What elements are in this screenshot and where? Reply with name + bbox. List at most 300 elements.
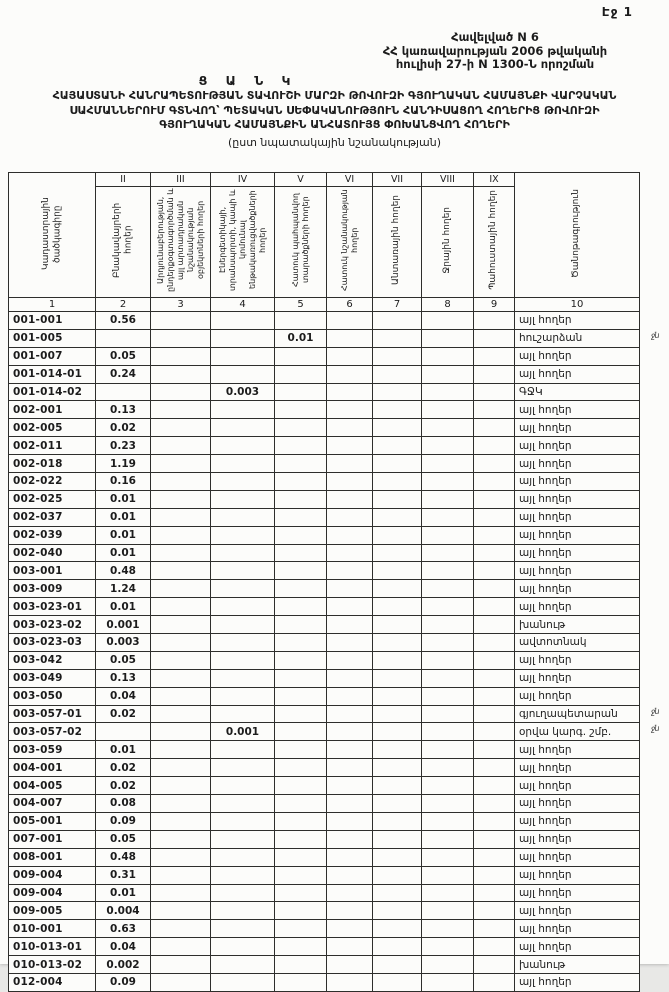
area-value-cell-col9 [474, 508, 515, 526]
area-value-cell-col4 [211, 490, 275, 508]
cadastral-code-cell: 002-039 [9, 526, 96, 544]
area-value-cell-col8 [422, 455, 474, 473]
area-value-cell-col3 [151, 651, 211, 669]
area-value-cell-col7 [373, 723, 422, 741]
area-value-cell-col7 [373, 455, 422, 473]
area-value-cell-col8 [422, 651, 474, 669]
header-roman-VIII: VIII [422, 173, 474, 187]
note-cell: այլ հողեր [515, 973, 640, 991]
area-value-cell-col3 [151, 616, 211, 634]
note-cell: հուշարձան ջն [515, 329, 640, 347]
note-cell: այլ հողեր [515, 795, 640, 813]
table-row [9, 401, 640, 419]
note-cell: այլ հողեր [515, 741, 640, 759]
area-value-cell-col6 [327, 938, 373, 956]
area-value-cell-col5 [275, 312, 327, 330]
note-cell: խանութ [515, 956, 640, 974]
area-value-cell-col4 [211, 401, 275, 419]
table-row [9, 920, 640, 938]
area-value-cell-col3 [151, 741, 211, 759]
area-value-cell-col2: 0.01 [96, 598, 151, 616]
header-roman-V: V [275, 173, 327, 187]
area-value-cell-col4 [211, 473, 275, 491]
area-value-cell-col5 [275, 490, 327, 508]
area-value-cell-col8 [422, 956, 474, 974]
header-industrial-lands: Արդյունաբերության, ընդերքօգտագործման և այլ արտադրական նշանակության օբյեկտների հողեր [151, 187, 211, 298]
area-value-cell-col9 [474, 795, 515, 813]
area-value-cell-col2: 0.002 [96, 956, 151, 974]
area-value-cell-col4 [211, 634, 275, 652]
cadastral-code-cell: 010-013-01 [9, 938, 96, 956]
header-water-lands: Ջրային հողեր [422, 187, 474, 298]
area-value-cell-col8 [422, 419, 474, 437]
area-value-cell-col5 [275, 723, 327, 741]
cadastral-code-cell: 001-007 [9, 347, 96, 365]
area-value-cell-col4 [211, 651, 275, 669]
table-row [9, 830, 640, 848]
area-value-cell-col6 [327, 759, 373, 777]
area-value-cell-col6 [327, 562, 373, 580]
note-cell: այլ հողեր [515, 347, 640, 365]
area-value-cell-col6 [327, 526, 373, 544]
area-value-cell-col6 [327, 365, 373, 383]
col-num-2: 2 [96, 298, 151, 312]
area-value-cell-col6 [327, 920, 373, 938]
cadastral-code-cell: 004-005 [9, 777, 96, 795]
area-value-cell-col7 [373, 973, 422, 991]
area-value-cell-col2: 0.01 [96, 741, 151, 759]
area-value-cell-col4 [211, 741, 275, 759]
area-value-cell-col7 [373, 383, 422, 401]
area-value-cell-col7 [373, 669, 422, 687]
table-row [9, 866, 640, 884]
title-subtitle: (ըստ նպատակային նշանակության) [227, 135, 442, 149]
area-value-cell-col4 [211, 920, 275, 938]
area-value-cell-col2: 0.003 [96, 634, 151, 652]
cadastral-code-cell: 003-059 [9, 741, 96, 759]
table-row [9, 812, 640, 830]
table-row [9, 651, 640, 669]
area-value-cell-col6 [327, 956, 373, 974]
cadastral-code-cell: 002-022 [9, 473, 96, 491]
area-value-cell-col2: 0.04 [96, 687, 151, 705]
col-num-10: 10 [515, 298, 640, 312]
area-value-cell-col9 [474, 669, 515, 687]
area-value-cell-col5 [275, 795, 327, 813]
area-value-cell-col9 [474, 687, 515, 705]
area-value-cell-col5 [275, 687, 327, 705]
table-row [9, 312, 640, 330]
note-cell: խանութ [515, 616, 640, 634]
area-value-cell-col8 [422, 938, 474, 956]
table-body [9, 312, 660, 992]
header-roman-IV: IV [211, 173, 275, 187]
cadastral-code-cell: 004-007 [9, 795, 96, 813]
area-value-cell-col5 [275, 848, 327, 866]
area-value-cell-col8 [422, 490, 474, 508]
area-value-cell-col5 [275, 669, 327, 687]
header-notes-label: Ծանոթագրություն [571, 188, 582, 278]
area-value-cell-col3 [151, 401, 211, 419]
area-value-cell-col9 [474, 473, 515, 491]
cadastral-code-cell: 003-023-02 [9, 616, 96, 634]
area-value-cell-col8 [422, 365, 474, 383]
area-value-cell-col4 [211, 580, 275, 598]
area-value-cell-col2: 0.01 [96, 884, 151, 902]
area-value-cell-col5 [275, 473, 327, 491]
area-value-cell-col2: 0.01 [96, 490, 151, 508]
area-value-cell-col3 [151, 419, 211, 437]
area-value-cell-col8 [422, 848, 474, 866]
area-value-cell-col4 [211, 616, 275, 634]
area-value-cell-col9 [474, 938, 515, 956]
area-value-cell-col8 [422, 401, 474, 419]
appendix-line: հուլիսի 27-ի N 1300-Ն որոշման [395, 57, 595, 71]
handwritten-margin-mark: ջն [651, 330, 660, 341]
cadastral-code-cell: 001-005 [9, 329, 96, 347]
area-value-cell-col3 [151, 347, 211, 365]
col-num-4: 4 [211, 298, 275, 312]
area-value-cell-col9 [474, 598, 515, 616]
area-value-cell-col4: 0.001 [211, 723, 275, 741]
area-value-cell-col9 [474, 759, 515, 777]
area-value-cell-col9 [474, 347, 515, 365]
area-value-cell-col7 [373, 329, 422, 347]
area-value-cell-col9 [474, 723, 515, 741]
cadastral-code-cell: 003-023-03 [9, 634, 96, 652]
note-cell: օրվա կարգ. շմբ. ջն [515, 723, 640, 741]
area-value-cell-col8 [422, 741, 474, 759]
cadastral-code-cell: 002-005 [9, 419, 96, 437]
area-value-cell-col3 [151, 634, 211, 652]
area-value-cell-col4 [211, 669, 275, 687]
area-value-cell-col8 [422, 383, 474, 401]
area-value-cell-col2: 0.02 [96, 777, 151, 795]
table-row [9, 759, 640, 777]
area-value-cell-col8 [422, 866, 474, 884]
area-value-cell-col8 [422, 920, 474, 938]
header-special-purpose-lands: Հատուկ նշանակության հողեր [327, 187, 373, 298]
area-value-cell-col3 [151, 705, 211, 723]
area-value-cell-col6 [327, 866, 373, 884]
area-value-cell-col4 [211, 437, 275, 455]
area-value-cell-col6 [327, 544, 373, 562]
note-cell: այլ հողեր [515, 419, 640, 437]
header-roman-III: III [151, 173, 211, 187]
area-value-cell-col3 [151, 508, 211, 526]
note-cell: այլ հողեր [515, 830, 640, 848]
area-value-cell-col3 [151, 473, 211, 491]
area-value-cell-col2: 0.48 [96, 562, 151, 580]
note-cell: այլ հողեր [515, 526, 640, 544]
handwritten-margin-mark: ջն [651, 724, 660, 734]
note-cell: այլ հողեր [515, 508, 640, 526]
table-row [9, 777, 640, 795]
area-value-cell-col7 [373, 741, 422, 759]
header-roman-VI: VI [327, 173, 373, 187]
area-value-cell-col9 [474, 777, 515, 795]
area-value-cell-col6 [327, 383, 373, 401]
area-value-cell-col5 [275, 526, 327, 544]
area-value-cell-col2: 0.24 [96, 365, 151, 383]
area-value-cell-col3 [151, 848, 211, 866]
area-value-cell-col8 [422, 830, 474, 848]
col-num-3: 3 [151, 298, 211, 312]
area-value-cell-col4 [211, 365, 275, 383]
area-value-cell-col8 [422, 473, 474, 491]
table-row [9, 741, 640, 759]
area-value-cell-col6 [327, 616, 373, 634]
area-value-cell-col8 [422, 616, 474, 634]
area-value-cell-col5: 0.01 [275, 329, 327, 347]
area-value-cell-col8 [422, 562, 474, 580]
area-value-cell-col6 [327, 651, 373, 669]
document-title-block [0, 89, 669, 150]
area-value-cell-col9 [474, 705, 515, 723]
area-value-cell-col4 [211, 562, 275, 580]
table-row [9, 705, 640, 723]
area-value-cell-col6 [327, 455, 373, 473]
header-cadastral-code-label: Կադաստրային ծածկագիրը [40, 197, 62, 270]
area-value-cell-col8 [422, 598, 474, 616]
area-value-cell-col3 [151, 884, 211, 902]
area-value-cell-col7 [373, 830, 422, 848]
area-value-cell-col2: 0.004 [96, 902, 151, 920]
note-cell: այլ հողեր [515, 884, 640, 902]
area-value-cell-col3 [151, 329, 211, 347]
header-roman-II: II [96, 173, 151, 187]
area-value-cell-col2 [96, 723, 151, 741]
note-cell: այլ հողեր [515, 669, 640, 687]
area-value-cell-col7 [373, 312, 422, 330]
area-value-cell-col7 [373, 508, 422, 526]
area-value-cell-col7 [373, 938, 422, 956]
area-value-cell-col5 [275, 419, 327, 437]
area-value-cell-col6 [327, 508, 373, 526]
area-value-cell-col2: 0.13 [96, 669, 151, 687]
area-value-cell-col3 [151, 437, 211, 455]
area-value-cell-col7 [373, 490, 422, 508]
area-value-cell-col3 [151, 490, 211, 508]
area-value-cell-col5 [275, 437, 327, 455]
area-value-cell-col5 [275, 938, 327, 956]
area-value-cell-col4 [211, 419, 275, 437]
area-value-cell-col8 [422, 902, 474, 920]
area-value-cell-col7 [373, 812, 422, 830]
area-value-cell-col9 [474, 437, 515, 455]
area-value-cell-col3 [151, 812, 211, 830]
cadastral-code-cell: 004-001 [9, 759, 96, 777]
area-value-cell-col4 [211, 956, 275, 974]
area-value-cell-col5 [275, 598, 327, 616]
table-row [9, 526, 640, 544]
area-value-cell-col3 [151, 669, 211, 687]
area-value-cell-col5 [275, 365, 327, 383]
header-roman-IX: IX [474, 173, 515, 187]
area-value-cell-col3 [151, 759, 211, 777]
area-value-cell-col8 [422, 884, 474, 902]
area-value-cell-col3 [151, 973, 211, 991]
cadastral-code-cell: 003-049 [9, 669, 96, 687]
area-value-cell-col7 [373, 920, 422, 938]
table-row [9, 938, 640, 956]
area-value-cell-col2: 0.23 [96, 437, 151, 455]
area-value-cell-col6 [327, 777, 373, 795]
area-value-cell-col9 [474, 455, 515, 473]
area-value-cell-col4 [211, 508, 275, 526]
cadastral-code-cell: 005-001 [9, 812, 96, 830]
cadastral-code-cell: 009-004 [9, 884, 96, 902]
area-value-cell-col8 [422, 973, 474, 991]
table-row [9, 616, 640, 634]
area-value-cell-col9 [474, 312, 515, 330]
area-value-cell-col6 [327, 723, 373, 741]
area-value-cell-col9 [474, 884, 515, 902]
document-heading: Ց Ա Ն Կ [198, 73, 298, 88]
note-cell: այլ հողեր [515, 920, 640, 938]
area-value-cell-col7 [373, 848, 422, 866]
area-value-cell-col4 [211, 687, 275, 705]
note-cell: այլ հողեր [515, 562, 640, 580]
area-value-cell-col8 [422, 795, 474, 813]
appendix-reference [340, 31, 650, 72]
area-value-cell-col5 [275, 544, 327, 562]
area-value-cell-col7 [373, 544, 422, 562]
area-value-cell-col3 [151, 544, 211, 562]
area-value-cell-col2: 0.09 [96, 973, 151, 991]
col-num-7: 7 [373, 298, 422, 312]
table-row [9, 669, 640, 687]
area-value-cell-col6 [327, 705, 373, 723]
appendix-line: Հավելված N 6 [451, 30, 539, 44]
area-value-cell-col7 [373, 651, 422, 669]
area-value-cell-col6 [327, 401, 373, 419]
area-value-cell-col6 [327, 490, 373, 508]
area-value-cell-col5 [275, 634, 327, 652]
cadastral-code-cell: 002-040 [9, 544, 96, 562]
area-value-cell-col6 [327, 347, 373, 365]
area-value-cell-col4 [211, 455, 275, 473]
area-value-cell-col9 [474, 544, 515, 562]
area-value-cell-col7 [373, 562, 422, 580]
cadastral-code-cell: 002-037 [9, 508, 96, 526]
area-value-cell-col9 [474, 526, 515, 544]
area-value-cell-col3 [151, 902, 211, 920]
cadastral-code-cell: 003-057-02 [9, 723, 96, 741]
area-value-cell-col7 [373, 473, 422, 491]
area-value-cell-col2: 0.56 [96, 312, 151, 330]
area-value-cell-col4 [211, 938, 275, 956]
header-protected-areas-lands: Հատուկ պահպանվող տարածքների հողեր [275, 187, 327, 298]
note-cell: այլ հողեր [515, 598, 640, 616]
area-value-cell-col4 [211, 312, 275, 330]
area-value-cell-col4 [211, 705, 275, 723]
area-value-cell-col8 [422, 723, 474, 741]
area-value-cell-col3 [151, 956, 211, 974]
area-value-cell-col5 [275, 956, 327, 974]
area-value-cell-col4 [211, 759, 275, 777]
area-value-cell-col9 [474, 329, 515, 347]
area-value-cell-col5 [275, 920, 327, 938]
area-value-cell-col7 [373, 795, 422, 813]
area-value-cell-col9 [474, 902, 515, 920]
area-value-cell-col8 [422, 580, 474, 598]
table-row [9, 329, 640, 347]
area-value-cell-col6 [327, 312, 373, 330]
area-value-cell-col3 [151, 312, 211, 330]
area-value-cell-col8 [422, 544, 474, 562]
note-cell: այլ հողեր [515, 401, 640, 419]
area-value-cell-col4 [211, 866, 275, 884]
cadastral-code-cell: 003-023-01 [9, 598, 96, 616]
area-value-cell-col7 [373, 616, 422, 634]
area-value-cell-col5 [275, 651, 327, 669]
area-value-cell-col3 [151, 938, 211, 956]
area-value-cell-col7 [373, 347, 422, 365]
area-value-cell-col8 [422, 777, 474, 795]
area-value-cell-col2: 0.13 [96, 401, 151, 419]
area-value-cell-col9 [474, 651, 515, 669]
area-value-cell-col6 [327, 473, 373, 491]
note-cell: այլ հողեր [515, 365, 640, 383]
area-value-cell-col5 [275, 884, 327, 902]
area-value-cell-col3 [151, 383, 211, 401]
area-value-cell-col2: 0.01 [96, 544, 151, 562]
area-value-cell-col4 [211, 830, 275, 848]
column-number-row [9, 298, 640, 312]
cadastral-code-cell: 012-004 [9, 973, 96, 991]
area-value-cell-col5 [275, 830, 327, 848]
note-cell: այլ հողեր [515, 938, 640, 956]
area-value-cell-col7 [373, 401, 422, 419]
area-value-cell-col2: 0.05 [96, 651, 151, 669]
cadastral-code-cell: 007-001 [9, 830, 96, 848]
table-row [9, 723, 640, 741]
area-value-cell-col9 [474, 866, 515, 884]
area-value-cell-col7 [373, 884, 422, 902]
table-row [9, 902, 640, 920]
note-cell: այլ հողեր [515, 544, 640, 562]
table-row [9, 419, 640, 437]
area-value-cell-col9 [474, 830, 515, 848]
area-value-cell-col2: 0.02 [96, 705, 151, 723]
area-value-cell-col5 [275, 580, 327, 598]
area-value-cell-col8 [422, 634, 474, 652]
area-value-cell-col9 [474, 812, 515, 830]
handwritten-margin-mark: ջն [651, 706, 660, 716]
table-row [9, 365, 640, 383]
table-row [9, 562, 640, 580]
area-value-cell-col3 [151, 598, 211, 616]
area-value-cell-col7 [373, 777, 422, 795]
area-value-cell-col6 [327, 634, 373, 652]
cadastral-code-cell: 002-011 [9, 437, 96, 455]
cadastral-code-cell: 003-001 [9, 562, 96, 580]
note-cell: այլ հողեր [515, 473, 640, 491]
area-value-cell-col8 [422, 669, 474, 687]
table-row [9, 634, 640, 652]
note-cell: այլ հողեր [515, 651, 640, 669]
col-num-1: 1 [9, 298, 96, 312]
area-value-cell-col4 [211, 598, 275, 616]
note-cell: այլ հողեր [515, 777, 640, 795]
area-value-cell-col2: 1.19 [96, 455, 151, 473]
area-value-cell-col9 [474, 920, 515, 938]
area-value-cell-col4 [211, 848, 275, 866]
area-value-cell-col4 [211, 777, 275, 795]
area-value-cell-col9 [474, 973, 515, 991]
area-value-cell-col5 [275, 759, 327, 777]
